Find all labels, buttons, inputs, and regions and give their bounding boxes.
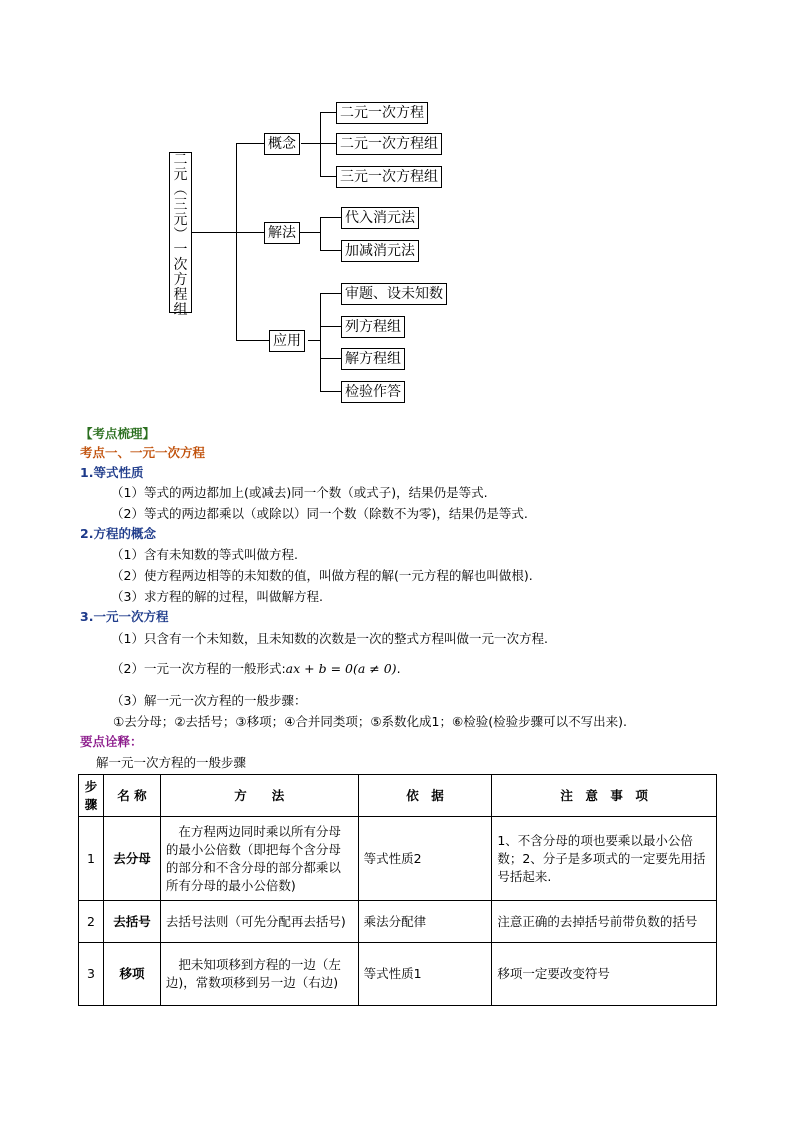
text-line: （1）等式的两边都加上(或减去)同一个数（或式子)，结果仍是等式. <box>111 485 488 500</box>
connector <box>320 176 336 177</box>
root-char: ︵ <box>173 182 188 198</box>
cell-method: 在方程两边同时乘以所有分母的最小公倍数（即把每个含分母的部分和不含分母的部分都乘以所有分母的最小公倍数) <box>160 817 358 901</box>
cell-basis: 等式性质2 <box>358 817 492 901</box>
header-cell: 名 称 <box>103 775 160 817</box>
table-row <box>79 943 717 1006</box>
connector <box>192 232 237 233</box>
connector <box>300 232 321 233</box>
leaf-node: 加减消元法 <box>341 240 419 262</box>
cell-step-name: 去括号 <box>103 901 160 943</box>
general-form-prefix: （2）一元一次方程的一般形式: <box>111 661 286 676</box>
text-line: （1）含有未知数的等式叫做方程. <box>111 547 298 562</box>
cell-note: 移项一定要改变符号 <box>492 943 717 1006</box>
header-cell: 注 意 事 项 <box>492 775 717 817</box>
connector <box>320 112 321 176</box>
leaf-node: 三元一次方程组 <box>336 166 442 188</box>
root-char: ︶ <box>173 227 188 243</box>
leaf-node: 二元一次方程组 <box>336 133 442 155</box>
connector <box>320 217 341 218</box>
root-char: 程 <box>173 287 188 303</box>
root-char: 二 <box>173 152 188 168</box>
text-line: （2）使方程两边相等的未知数的值，叫做方程的解(一元方程的解也叫做根). <box>111 568 533 583</box>
connector <box>236 340 269 341</box>
header-cell: 方 法 <box>160 775 358 817</box>
cell-basis: 乘法分配律 <box>358 901 492 943</box>
cell-method: 把未知项移到方程的一边（左边)，常数项移到另一边（右边) <box>160 943 358 1006</box>
header-cell: 依 据 <box>358 775 492 817</box>
general-form-formula: ax + b = 0(a ≠ 0) <box>285 661 397 676</box>
cell-step-no: 2 <box>79 901 104 943</box>
leaf-node: 代入消元法 <box>341 207 419 229</box>
connector <box>236 232 264 233</box>
general-form-suffix: . <box>396 661 401 676</box>
section-title: 【考点梳理】 <box>80 426 156 441</box>
cell-step-name: 去分母 <box>103 817 160 901</box>
connector <box>320 143 336 144</box>
root-char: 元 <box>173 167 188 183</box>
subheading-linear: 3.一元一次方程 <box>80 609 169 624</box>
connector <box>301 143 321 144</box>
root-char: 方 <box>173 272 188 288</box>
leaf-node: 检验作答 <box>341 381 405 403</box>
steps-list: ①去分母；②去括号；③移项；④合并同类项；⑤系数化成1；⑥检验(检验步骤可以不写出来). <box>113 714 627 729</box>
root-char: 次 <box>173 257 188 273</box>
leaf-node: 审题、设未知数 <box>341 283 447 305</box>
table-caption: 解一元一次方程的一般步骤 <box>96 755 247 770</box>
table-header-row <box>79 775 717 817</box>
branch-application: 应用 <box>269 330 305 352</box>
kaodian-heading: 考点一、一元一次方程 <box>80 445 206 460</box>
cell-step-no: 1 <box>79 817 104 901</box>
connector <box>320 112 336 113</box>
general-form-line <box>111 660 401 678</box>
root-node <box>169 152 192 318</box>
leaf-node: 解方程组 <box>341 348 405 370</box>
root-char: 三 <box>173 197 188 213</box>
connector <box>236 143 237 340</box>
subheading-equation: 2.方程的概念 <box>80 526 156 541</box>
yaodian-heading: 要点诠释： <box>80 734 143 749</box>
text-line: （2）等式的两边都乘以（或除以）同一个数（除数不为零)，结果仍是等式. <box>111 506 528 521</box>
connector <box>320 391 341 392</box>
cell-method: 去括号法则（可先分配再去括号) <box>160 901 358 943</box>
connector <box>236 143 264 144</box>
leaf-node: 列方程组 <box>341 316 405 338</box>
connector <box>320 326 341 327</box>
header-cell: 步骤 <box>79 775 104 817</box>
connector <box>320 358 341 359</box>
cell-note: 注意正确的去掉括号前带负数的括号 <box>492 901 717 943</box>
connector <box>320 250 341 251</box>
connector <box>320 217 321 250</box>
connector <box>320 293 321 391</box>
root-char: 元 <box>173 212 188 228</box>
table-row <box>79 901 717 943</box>
text-line: （1）只含有一个未知数，且未知数的次数是一次的整式方程叫做一元一次方程. <box>111 631 548 646</box>
text-line: （3）解一元一次方程的一般步骤： <box>111 693 307 708</box>
table-row <box>79 817 717 901</box>
branch-concept: 概念 <box>264 133 300 155</box>
root-char: 一 <box>173 242 188 258</box>
cell-note: 1、不含分母的项也要乘以最小公倍数；2、分子是多项式的一定要先用括号括起来. <box>492 817 717 901</box>
cell-step-name: 移项 <box>103 943 160 1006</box>
text-line: （3）求方程的解的过程，叫做解方程. <box>111 589 323 604</box>
leaf-node: 二元一次方程 <box>336 102 428 124</box>
steps-table <box>78 774 717 1006</box>
root-char: 组 <box>173 302 188 318</box>
branch-method: 解法 <box>264 222 300 244</box>
subheading-equality: 1.等式性质 <box>80 465 144 480</box>
connector <box>320 293 341 294</box>
cell-basis: 等式性质1 <box>358 943 492 1006</box>
cell-step-no: 3 <box>79 943 104 1006</box>
